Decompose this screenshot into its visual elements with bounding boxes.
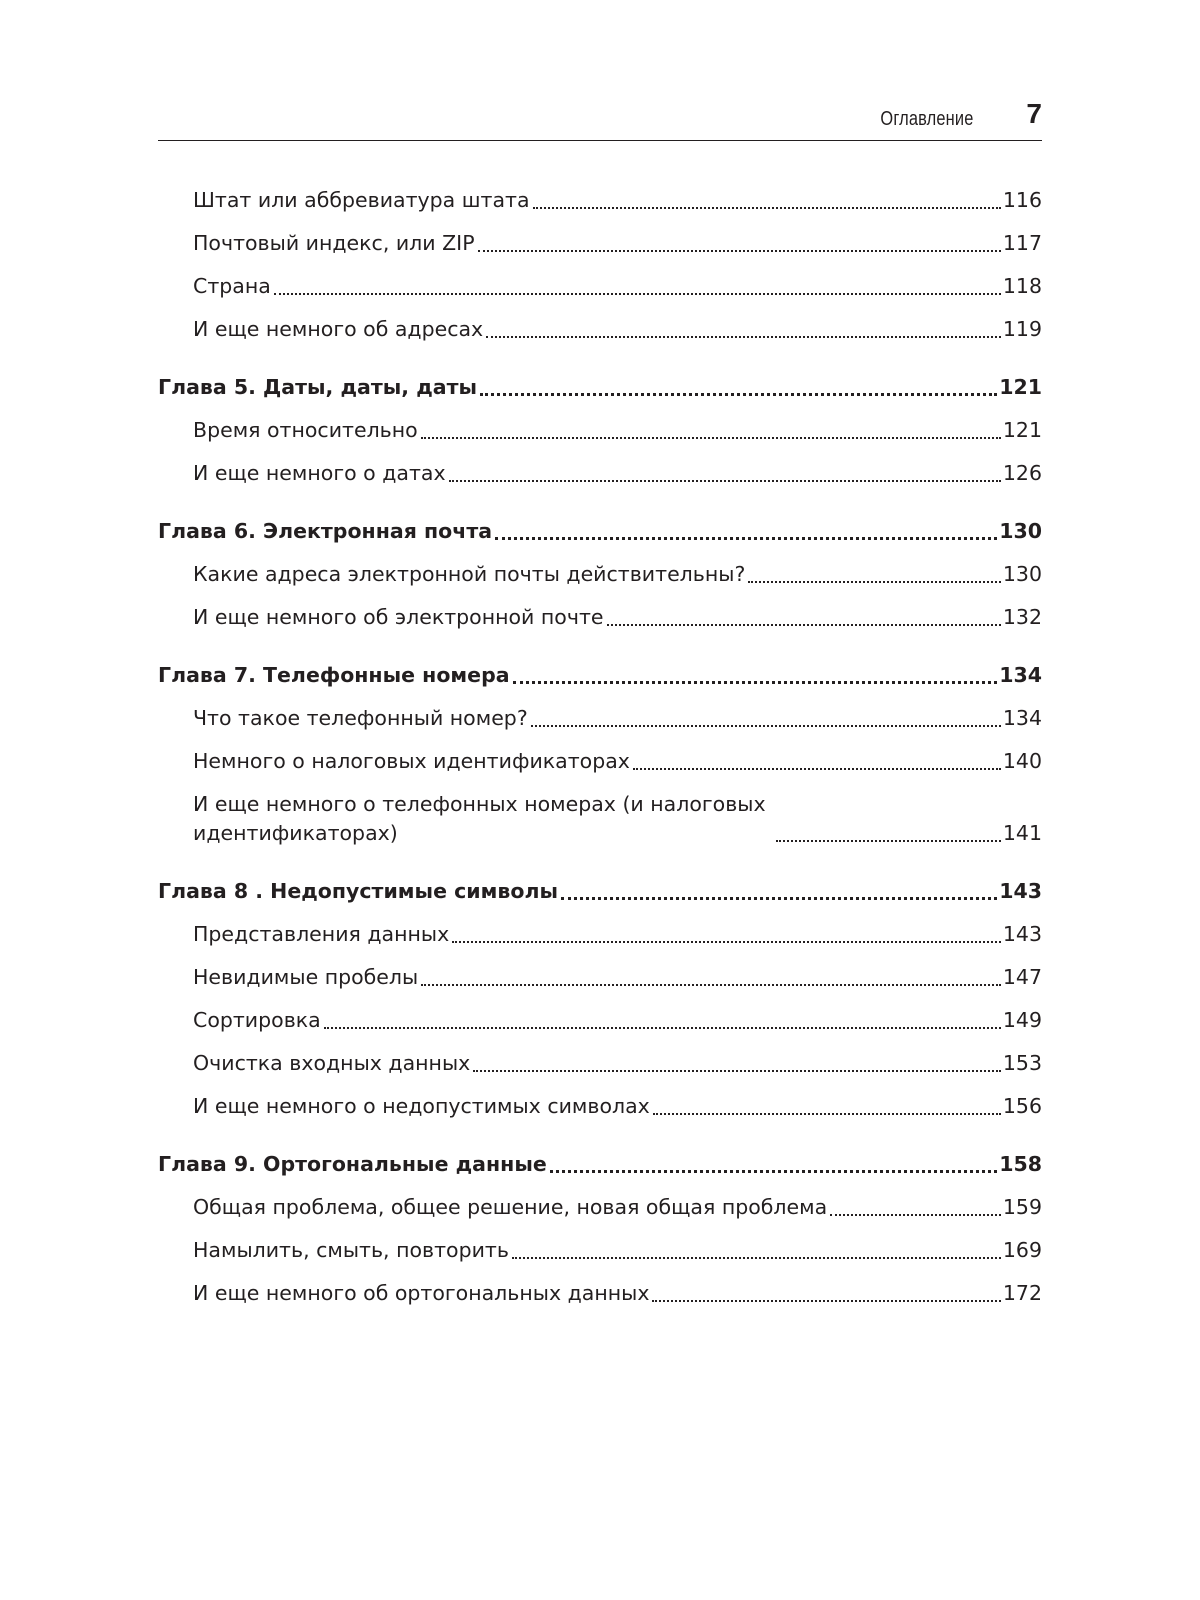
dot-leader [633,768,1001,770]
toc-entry-page: 153 [1002,1051,1042,1075]
toc-entry-page: 130 [1002,562,1042,586]
dot-leader [830,1214,1001,1216]
toc-entry [158,1193,1042,1222]
toc-entry-title: Представления данных [193,922,450,946]
toc-entry-page: 118 [1002,274,1042,298]
toc-entry-title: Общая проблема, общее решение, новая общая проблема [193,1195,828,1219]
toc-entry [158,1006,1042,1035]
toc-entry-page: 172 [1002,1281,1042,1305]
dot-leader [513,681,998,684]
toc-chapter-page: 134 [999,663,1042,687]
toc-chapter [158,877,1042,906]
dot-leader [452,941,1001,943]
toc-entry [158,963,1042,992]
dot-leader [421,437,1001,439]
toc-entry-title: Намылить, смыть, повторить [193,1238,509,1262]
toc-entry [158,920,1042,949]
toc-chapter-page: 130 [999,519,1042,543]
dot-leader [607,624,1001,626]
page-number: 7 [1026,98,1042,129]
toc-chapter-page: 158 [999,1152,1042,1176]
toc-entry-title: И еще немного о телефонных номерах (и налоговых идентификаторах) [193,792,766,845]
toc-entry-title: И еще немного об электронной почте [193,605,604,629]
toc-chapter-page: 143 [999,879,1042,903]
toc-entry-title: Сортировка [193,1008,321,1032]
toc-entry-page: 159 [1002,1195,1042,1219]
toc-entry [158,1236,1042,1265]
dot-leader [486,336,1001,338]
table-of-contents [158,186,1042,1322]
toc-chapter [158,373,1042,402]
toc-entry [158,560,1042,589]
toc-entry-page: 117 [1002,231,1042,255]
dot-leader [495,537,997,540]
toc-entry-title: И еще немного об адресах [193,317,484,341]
toc-chapter-page: 121 [999,375,1042,399]
toc-entry-title: Очистка входных данных [193,1051,471,1075]
toc-entry [158,704,1042,733]
toc-entry [158,603,1042,632]
dot-leader [531,725,1001,727]
toc-entry-title: И еще немного об ортогональных данных [193,1281,650,1305]
toc-entry [158,1049,1042,1078]
dot-leader [324,1027,1001,1029]
dot-leader [421,984,1001,986]
dot-leader [652,1300,1000,1302]
toc-entry [158,1092,1042,1121]
toc-entry-title: Почтовый индекс, или ZIP [193,231,475,255]
toc-entry [158,416,1042,445]
toc-entry-page: 140 [1002,749,1042,773]
toc-entry-page: 126 [1002,461,1042,485]
toc-entry-page: 149 [1002,1008,1042,1032]
dot-leader [478,250,1001,252]
toc-entry-page: 156 [1002,1094,1042,1118]
toc-entry-title: Штат или аббревиатура штата [193,188,530,212]
toc-entry-title: И еще немного о недопустимых символах [193,1094,650,1118]
toc-entry [158,459,1042,488]
dot-leader [533,207,1001,209]
dot-leader [561,897,997,900]
dot-leader [550,1170,997,1173]
toc-entry-title: Невидимые пробелы [193,965,419,989]
toc-entry-page: 141 [1002,821,1042,845]
toc-chapter [158,1150,1042,1179]
toc-entry [158,747,1042,776]
running-header [158,96,1042,141]
toc-entry [158,790,1042,848]
dot-leader [480,393,997,396]
dot-leader [748,581,1001,583]
toc-entry [158,315,1042,344]
toc-entry-page: 116 [1002,188,1042,212]
toc-entry-page: 132 [1002,605,1042,629]
toc-entry [158,186,1042,215]
running-header-title: Оглавление [880,108,974,130]
dot-leader [512,1257,1001,1259]
toc-chapter [158,661,1042,690]
toc-chapter-title: Глава 5. Даты, даты, даты [158,375,478,399]
toc-chapter-title: Глава 8 . Недопустимые символы [158,879,559,903]
toc-entry [158,1279,1042,1308]
toc-chapter-title: Глава 6. Электронная почта [158,519,493,543]
toc-entry-page: 121 [1002,418,1042,442]
toc-chapter-title: Глава 7. Телефонные номера [158,663,510,687]
toc-entry-page: 134 [1002,706,1042,730]
toc-entry [158,229,1042,258]
toc-entry-title: И еще немного о датах [193,461,446,485]
dot-leader [473,1070,1001,1072]
toc-entry-title: Время относительно [193,418,418,442]
toc-entry-page: 169 [1002,1238,1042,1262]
dot-leader [449,480,1001,482]
dot-leader [274,293,1001,295]
dot-leader [653,1113,1001,1115]
toc-entry [158,272,1042,301]
toc-entry-title: Страна [193,274,271,298]
dot-leader [776,840,1001,842]
toc-entry-page: 147 [1002,965,1042,989]
toc-entry-title: Что такое телефонный номер? [193,706,528,730]
toc-chapter-title: Глава 9. Ортогональные данные [158,1152,547,1176]
toc-chapter [158,517,1042,546]
toc-entry-title: Какие адреса электронной почты действительны? [193,562,746,586]
toc-entry-page: 119 [1002,317,1042,341]
toc-entry-page: 143 [1002,922,1042,946]
toc-entry-title: Немного о налоговых идентификаторах [193,749,630,773]
